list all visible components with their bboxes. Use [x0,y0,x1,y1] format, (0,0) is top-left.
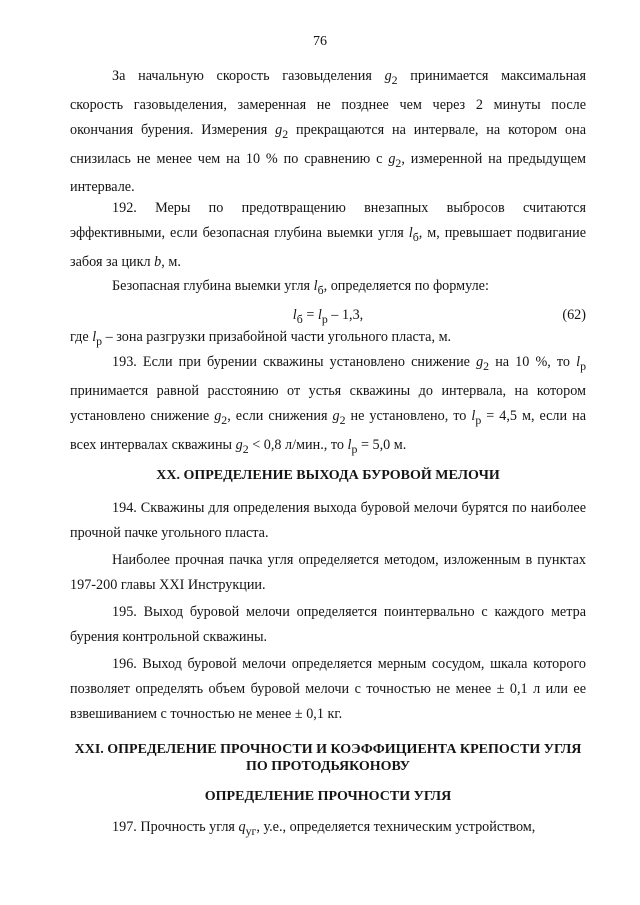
section-heading-xxi-line1: XXI. ОПРЕДЕЛЕНИЕ ПРОЧНОСТИ И КОЭФФИЦИЕНТА КРЕПОСТИ УГЛЯ [74,742,582,757]
section-heading-xxi [70,741,586,775]
paragraph-safe-depth-definition: Безопасная глубина выемки угля $l_б$, определяется по формуле: [112,278,489,297]
page-number: 76 [313,34,327,49]
paragraph-192: 192. Меры по предотвращению внезапных выбросов считаются эффективными, если безопасная глубина выемки угля $l_б$, м, превышает подвигание забоя за цикл b, м. [70,200,586,270]
paragraph-where: где $l_р$ – зона разгрузки призабойной части угольного пласта, м. [70,329,452,348]
section-heading-xx: XX. ОПРЕДЕЛЕНИЕ ВЫХОДА БУРОВОЙ МЕЛОЧИ [156,468,500,483]
paragraph-strongest-layer: Наиболее прочная пачка угля определяется методом, изложенным в пунктах 197-200 главы XXI Инструкции. [70,552,586,593]
section-heading-xxi-line2: ПО ПРОТОДЬЯКОНОВУ [245,759,411,774]
paragraph-195: 195. Выход буровой мелочи определяется поинтервально с каждого метра бурения контрольной скважины. [70,604,586,645]
paragraph-197: 197. Прочность угля $q_{уг}$, у.е., определяется техническим устройством, [112,819,536,838]
paragraph-194: 194. Скважины для определения выхода буровой мелочи бурятся по наиболее прочной пачке угольного пласта. [70,500,586,541]
formula-number: (62) [562,307,586,323]
subsection-heading: ОПРЕДЕЛЕНИЕ ПРОЧНОСТИ УГЛЯ [204,789,452,804]
formula-expression: $l_б = l_р - 1,3$, [292,307,364,326]
paragraph-196: 196. Выход буровой мелочи определяется мерным сосудом, шкала которого позволяет определять объем буровой мелочи с точностью не менее ± 0,1 л или ее взвешиванием с точностью не менее ± 0,1 кг. [70,656,586,722]
paragraph-193: 193. Если при бурении скважины установлено снижение $g_2$ на 10 %, то $l_р$ принимается равной расстоянию от устья скважины до интервала, на котором установлено снижение $g_2$, если снижения $g_2$ не установлено, то $l_р = 4,5$ м, если на всех интервалах скважины $g_2 < 0,8$ л/мин., то $l_р = 5,0$ м. [70,354,586,456]
paragraph-initial-gas-rate: За начальную скорость газовыделения $g_2$ принимается максимальная скорость газовыделения, замеренная не позднее чем через 2 минуты после окончания бурения. Измерения $g_2$ прекращаются на интервале, на котором она снизилась не менее чем на 10 % по сравнению с $g_2$, измеренной на предыдущем интервале. [70,68,587,196]
